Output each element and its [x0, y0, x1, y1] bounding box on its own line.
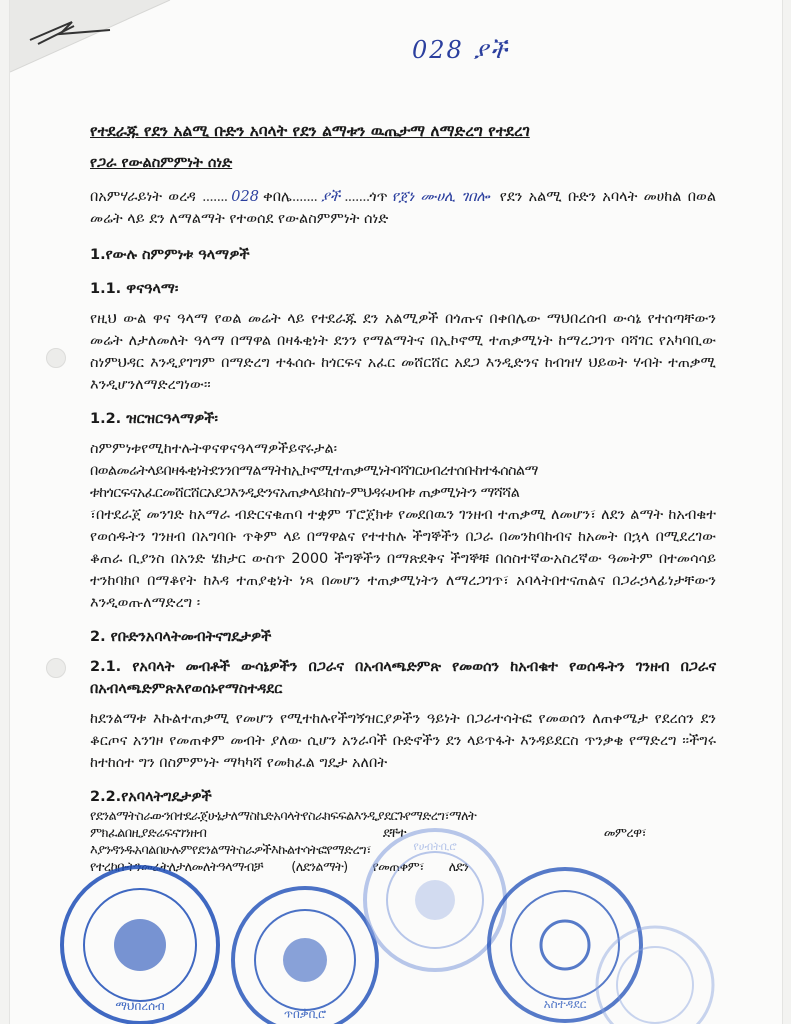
folded-corner [10, 0, 200, 80]
stamp-4-text: አስተዳደር [543, 997, 587, 1011]
intro-paragraph: በአምሃራይነት ወረዳ ....... 028 ቀበሌ....... ያች .......ጎጥ የጀነ ሙሀሊ ገበሎ የደን አልሚ ቡድን አባላት መሀከል በወል መሬት ላይ ደን ለማልማት የተወሰደ የውልስምምነት ሰነድ [90, 189, 717, 227]
section-1-heading: 1.የውሉ ስምምነቱ ዓላማዎች [90, 247, 250, 263]
section-2-1-text: ከደንልማቱ እኩልተጠቃሚ የመሆን የሚተከሉየችግኝዝርያዎችን ዓይነት በጋራተሳትፎ የመወሰን ለጠቀሜታ የደረሰን ደን ቆርጦና አንገዞ የመጠቀም መብት ያለው ሲሆን አንራባች ቡድኖችን ደን ላይጥፋት እንዳይደርስ ጥንቃቄ የማድረግ ፡፡ችግሩ ከተከሰተ ግን በስምምነት ማካካሻ የመክፈል ግዴታ አለበት [90, 711, 716, 771]
intro-got: ጎጥ [369, 189, 388, 205]
section-2-2-line: የተረከቡትንመሬትለታለመለትዓላማብቻ (ለደንልማት) የመጠቀም፣ ለደን [90, 860, 469, 875]
document-title: የተደራጁ የደን አልሚ ቡድን አባላት የደን ልማቱን ዉጤታማ ለማድረግ የተደረገ [90, 122, 530, 140]
punch-hole [46, 348, 66, 368]
intro-woreda: በአምሃራይነት ወረዳ [90, 189, 196, 205]
section-1-2-lead: ስምምነቱየሚከተሉትዋናዋናዓላማዎችይኖሩታል፡ [90, 441, 338, 457]
section-2-2-heading: 2.2.የአባላትግዴታዎች [90, 789, 212, 805]
section-1-1-text: የዚህ ውል ዋና ዓላማ የወል መሬት ላይ የተደራጁ ደን አልሚዎች በጎጡና በቀበሌው ማህበረሰብ ውሳኔ የተሰጣቸውን መሬት ለታለመለት ዓላማ በማዋል በዛፋቂነት ደንን የማልማትና በኢኮኖሚ ተጠቃሚነት ከማረጋገጥ ባሻገር የአካባቢው ስነምህዳር እንዲያገግም በማድረግ ተፋሰሱ ከጎርፍና አፈር መሸርሸር አደጋ እንዲድንና ከብዝሃ ህይወት ሃብት ተጠቃሚ እንዲሆንለማድረግነው፡፡ [90, 311, 716, 393]
section-2-heading: 2. የቡድንአባላትመብትናግዴታዎች [90, 629, 272, 645]
section-1-2-text: ፣በተደራጀ መንገድ ከአማራ ብድርናቁጠባ ተቋም ፕሮጀክቱ የመደበዉን ገንዘብ ተጠቃሚ ለመሆን፣ ለደን ልማት ከአብቁተ የወሰዱትን ገንዘብ በአግባቡ ጥቅም ላይ በማዋልና የተተከሉ ችግኞችን በጋራ በመንከባከብና ከአመት በኋላ በሚደረገው ቆጠራ ቢያንስ በአንድ ሄክታር ውስጥ 2000 ችግኞችን በማጽደቅና ችግኞቹ በሰስተኛውአስረኛው ዓመትም በተመሳሳይ ተንከባክቦ በማቆየት ከእዳ ተጠያቂነት ነጻ በመሆን ተጠቃሚነትን ለማረጋገጥ፣ አባላትበተናጠልና በጋራኃላፊነታቸውን እንዲወጡለማድረግ ፡ [90, 507, 716, 611]
stamp-2-text: ጥበቃቢሮ [283, 1007, 327, 1021]
intro-kebele: ቀበሌ [262, 189, 292, 205]
section-1-2-dense-text: በወልመሬትላይበዛፋቂነትደንንበማልማትከኢኮኖሚተጠቃሚነትባሻገርሀብረተሰቡከተፋሰስልማ ቱከጎርፍናአፈርመሸርሸርአደጋእንዲድንናአጠቃላይከስነ-ምህዳሩሀብቱ ጠቃሚነትን ማሻሻል [90, 463, 538, 501]
handwritten-file-number: 028 ያች [412, 36, 509, 64]
handwritten-fill-3: የጀነ ሙሀሊ ገበሎ [391, 189, 490, 205]
document-body [90, 120, 716, 876]
punch-hole [46, 658, 66, 678]
section-2-2-line: ምክፈልበዚያድሬፍናገንዘብ ደቸተ መምረዋ፣ [90, 826, 647, 841]
section-1-2-heading: 1.2. ዝርዝርዓላማዎች፡ [90, 411, 218, 427]
stamp-1-text: ማህበረሰብ [115, 999, 165, 1013]
document-type: የጋራ የውልስምምነት ሰነድ [90, 155, 233, 171]
section-2-2-line: እያንዳንዱአባልበሁሉምየደንልማትስራዎችእኩልተሳትፎየማድረግ፣ [90, 843, 371, 858]
stamp-3-text: የሀብትቢሮ [413, 840, 457, 853]
section-2-2-line: የደንልማትስራውንበተደራጀሁኔታለማስኬድአባላትየስራክፍፍልእንዲያደርጉየማድረግ፣ማለት [90, 809, 477, 824]
section-2-1-heading: 2.1. የአባላት መብቶች ውሳኔዎችን በጋራና በአብላጫድምጽ የመወሰን ከአብቁተ የወሰዱትን ገንዘብ በጋራና በአብላጫድምጽእየወሰኑየማስተዳደር [90, 659, 716, 697]
kebele-number-handwritten: 028 [231, 189, 259, 205]
section-1-1-heading: 1.1. ዋናዓላማ፡ [90, 281, 179, 297]
document-page [10, 0, 782, 1024]
handwritten-fill-2: ያች [321, 189, 341, 205]
intro-rest: የደን አልሚ ቡድን አባላት መሀከል በወል መሬት ላይ ደን ለማልማት የተወሰደ የውልስምምነት ሰነድ [90, 189, 717, 227]
